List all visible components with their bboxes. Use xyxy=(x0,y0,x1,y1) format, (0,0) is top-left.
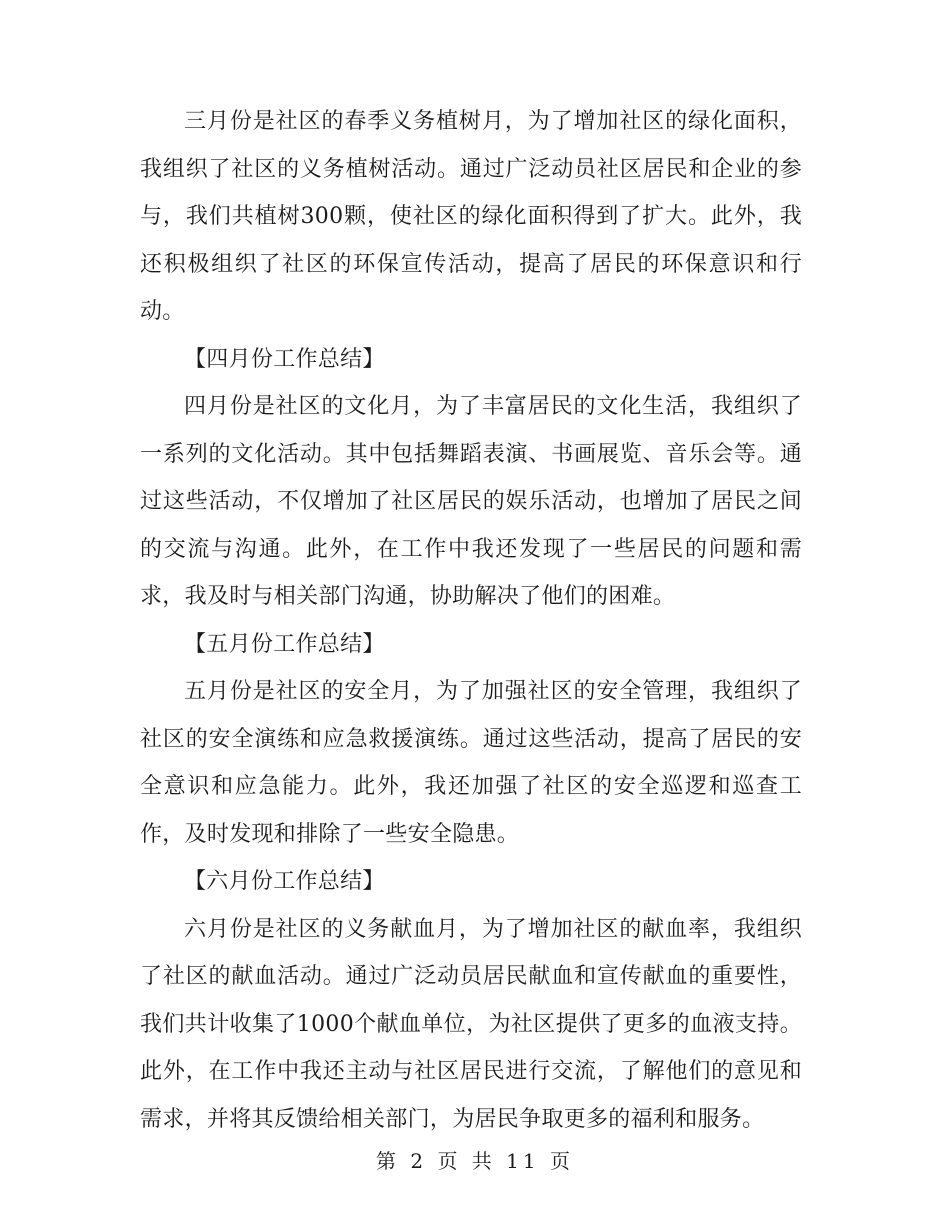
paragraph-june: 六月份是社区的义务献血月，为了增加社区的献血率，我组织了社区的献血活动。通过广泛动员居民献血和宣传献血的重要性，我们共计收集了1000个献血单位，为社区提供了更多的血液支持。此外，在工作中我还主动与社区居民进行交流，了解他们的意见和需求，并将其反馈给相关部门，为居民争取更多的福利和服务。 xyxy=(140,916,802,1132)
page-number-footer: 第 2 页 共 11 页 xyxy=(376,1149,574,1173)
document-body xyxy=(140,98,802,1143)
paragraph-march: 三月份是社区的春季义务植树月，为了增加社区的绿化面积，我组织了社区的义务植树活动。通过广泛动员社区居民和企业的参与，我们共植树300颗，使社区的绿化面积得到了扩大。此外，我还积极组织了社区的环保宣传活动，提高了居民的环保意识和行动。 xyxy=(140,109,802,324)
paragraph-may: 五月份是社区的安全月，为了加强社区的安全管理，我组织了社区的安全演练和应急救援演练。通过这些活动，提高了居民的安全意识和应急能力。此外，我还加强了社区的安全巡逻和巡查工作，及时发现和排除了一些安全隐患。 xyxy=(140,679,802,847)
heading-may: 【五月份工作总结】 xyxy=(184,631,385,657)
paragraph-april: 四月份是社区的文化月，为了丰富居民的文化生活，我组织了一系列的文化活动。其中包括舞蹈表演、书画展览、音乐会等。通过这些活动，不仅增加了社区居民的娱乐活动，也增加了居民之间的交流与沟通。此外，在工作中我还发现了一些居民的问题和需求，我及时与相关部门沟通，协助解决了他们的困难。 xyxy=(140,394,802,609)
heading-june: 【六月份工作总结】 xyxy=(184,869,385,894)
heading-april: 【四月份工作总结】 xyxy=(184,346,385,372)
